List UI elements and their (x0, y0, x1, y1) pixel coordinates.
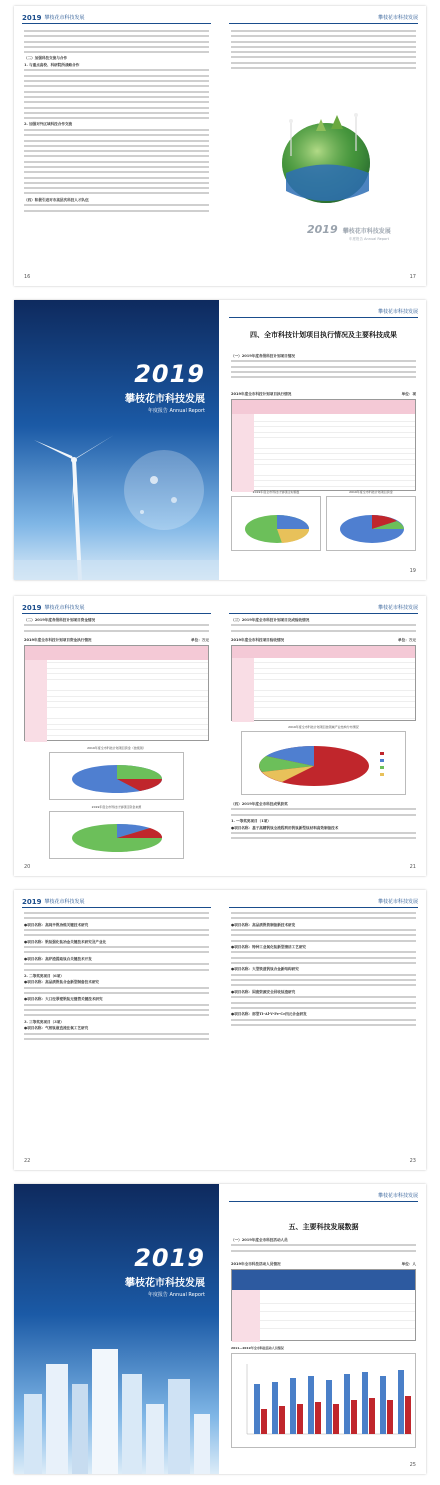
pie-chart-count (231, 496, 321, 551)
page-20 (14, 596, 219, 876)
pie-chart-level (49, 752, 184, 800)
subheading: （一）2019年度各级科技计划项目情况 (231, 354, 295, 358)
page-header (229, 12, 418, 24)
page-number: 22 (24, 1158, 31, 1164)
text-block (231, 360, 416, 378)
page-22 (14, 890, 219, 1170)
text-block (24, 624, 209, 631)
award-item: ●项目名称：钒钛强化钛冶金关键技术研究及产业化 (24, 939, 107, 944)
subheading: 1. 与重点高校、科研院所战略合作 (24, 62, 80, 67)
text-block (24, 929, 209, 936)
header-title: 攀枝花市科技发展 (44, 15, 85, 21)
award-item: ●项目名称：高纯半钒冶炼关键技术研究 (24, 922, 89, 927)
table-unit: 单位：人 (401, 1262, 416, 1266)
table-unit: 单位：万元 (191, 638, 209, 642)
pie-chart-funds-svg (327, 497, 417, 552)
subheading: 1. 一等奖类项目（1项） (231, 819, 271, 824)
page-23-body (231, 912, 416, 1029)
page-21 (221, 596, 426, 876)
award-item: ●项目名称：高品质钒钛合金新型制备技术研究 (24, 980, 100, 985)
subheading: （二）2019年度各级科技计划项目资金情况 (24, 618, 96, 622)
page-21-body-2 (231, 802, 416, 843)
subheading: 2. 二等奖类项目（6项） (24, 973, 64, 978)
cover-title: 攀枝花市科技发展 (125, 1278, 205, 1289)
page-header (22, 12, 211, 24)
text-block (231, 30, 416, 69)
text-block (24, 129, 209, 195)
text-block (231, 808, 416, 815)
cover-subtitle: 年度报告 Annual Report (147, 1292, 205, 1298)
header-year: 2019 (22, 603, 42, 612)
page-16-body (24, 30, 209, 215)
table-caption (231, 392, 416, 397)
page-header (22, 602, 211, 614)
header-year: 2019 (22, 897, 42, 906)
page-17-body (231, 30, 416, 72)
cover-subtitle: 年度报告 Annual Report (147, 408, 205, 414)
header-title: 攀枝花市科技发展 (377, 309, 418, 315)
bar-chart-personnel (231, 1353, 416, 1448)
header-title: 攀枝花市科技发展 (377, 605, 418, 611)
pie-chart-funds (326, 496, 416, 551)
page-number: 21 (409, 864, 416, 870)
page-17 (221, 6, 426, 286)
globe-illustration (261, 101, 391, 211)
text-block (231, 832, 416, 839)
award-item: ●项目名称：气相钛液直流注氧工艺研究 (24, 1026, 89, 1031)
table-title: 2019年度全市科技计划项目执行情况 (231, 392, 292, 396)
text-block (24, 946, 209, 953)
spread-4 (14, 890, 426, 1170)
chart-caption: 2019年度全市科技计划项目实施数 (252, 490, 300, 494)
pie-chart-industry-svg (242, 732, 407, 796)
award-item: ●项目名称：特种工业氧化钛新型清洁工艺研究 (231, 944, 307, 949)
pie-chart-industry (241, 731, 406, 795)
spread-2 (14, 300, 426, 580)
text-block (24, 1004, 209, 1017)
header-year: 2019 (22, 13, 42, 22)
subheading: （一）2019年度全市科技活动人员 (231, 1238, 288, 1242)
table-unit: 单位：项 (401, 392, 416, 396)
page-20-body (24, 618, 209, 635)
pie-chart-source (49, 811, 184, 859)
page-25 (221, 1184, 426, 1474)
award-item: ●项目名称：高品质钒铁制备新技术研发 (231, 922, 296, 927)
award-item: ●项目名称：高炉渣提取钛白关键技术开发 (24, 956, 92, 961)
section-cover-4 (14, 300, 219, 580)
subheading: （四）积极引进对市高层次科技人才队伍 (24, 197, 89, 202)
logo-year: 2019 (307, 223, 338, 236)
page-number: 20 (24, 864, 31, 870)
page-header (229, 896, 418, 908)
city-skyline-illustration (14, 1324, 219, 1474)
award-item: ●项目名称：大型铁道钒钛合金新结构研究 (231, 967, 299, 972)
page-number: 16 (24, 274, 31, 280)
table-caption (231, 1262, 416, 1267)
logo-subtitle: 年度报告 Annual Report (349, 237, 389, 241)
spread-3 (14, 596, 426, 876)
text-block (24, 1033, 209, 1040)
text-block (24, 204, 209, 211)
cover-title-block (125, 1244, 205, 1298)
text-block (231, 951, 416, 964)
page-23 (221, 890, 426, 1170)
logo-title: 攀枝花市科技发展 (342, 228, 391, 235)
pie-chart-source-svg (50, 812, 185, 860)
subheading: （二）加强科技交流与合作 (24, 56, 68, 61)
bar-chart-personnel-svg (232, 1354, 417, 1449)
subheading: 3. 三等奖类项目（3项） (24, 1019, 64, 1024)
page-25-body (231, 1238, 416, 1255)
text-block (24, 912, 209, 919)
section-title: 五、主要科技发展数据 (288, 1222, 359, 1231)
award-item: ●项目名称：固废资源安全回收钛渣研究 (231, 989, 296, 994)
text-block (231, 1019, 416, 1026)
header-title: 攀枝花市科技发展 (44, 605, 85, 611)
text-block (231, 624, 416, 631)
text-block (24, 963, 209, 970)
text-block (231, 1244, 416, 1251)
award-item: ●项目名称：大口径厚壁钒钛无缝管关键技术研究 (24, 997, 103, 1002)
text-block (231, 996, 416, 1009)
page-number: 23 (409, 1158, 416, 1164)
personnel-table (231, 1269, 416, 1341)
text-block (24, 30, 209, 53)
cover-year: 2019 (134, 360, 205, 388)
wind-turbine-illustration (14, 420, 219, 580)
page-number: 17 (409, 274, 416, 280)
page-19 (221, 300, 426, 580)
page-header (229, 602, 418, 614)
pie-chart-level-svg (50, 753, 185, 801)
header-title: 攀枝花市科技发展 (377, 1193, 418, 1199)
table-unit: 单位：万元 (398, 638, 416, 642)
chart-caption: 2011—2019年全市科技活动人员情况 (231, 1346, 284, 1350)
acceptance-table (231, 645, 416, 721)
table-title: 2019年度全市科技项目验收情况 (231, 638, 285, 642)
page-header (229, 1190, 418, 1202)
page-header (229, 306, 418, 318)
chart-caption: 2019年度全市科技计划项目资金 (349, 490, 393, 494)
report-logo (307, 218, 391, 242)
subheading: 2. 加强对外区域科技合作交流 (24, 122, 73, 127)
text-block (231, 929, 416, 942)
table-caption (24, 638, 209, 643)
subheading: （四）2019年度全市科技成果获奖 (231, 802, 288, 806)
cover-title-block (125, 360, 205, 414)
funding-table (24, 645, 209, 741)
header-title: 攀枝花市科技发展 (377, 899, 418, 905)
page-22-body (24, 912, 209, 1043)
table-title: 2019年度全市科技计划项目资金执行情况 (24, 638, 92, 642)
pie-chart-count-svg (232, 497, 322, 552)
chart-caption: 2019年度全市科技计划项目按领域产业结构分布情况 (288, 725, 359, 729)
section-title: 四、全市科技计划项目执行情况及主要科技成果 (250, 330, 397, 339)
text-block (24, 987, 209, 994)
text-block (24, 69, 209, 119)
page-19-body (231, 354, 416, 382)
spread-1 (14, 6, 426, 286)
table-caption (231, 638, 416, 643)
page-16 (14, 6, 219, 286)
page-header (22, 896, 211, 908)
text-block (231, 912, 416, 919)
subheading: （三）2019年度全市科技计划项目完成验收情况 (231, 618, 310, 622)
section-cover-5 (14, 1184, 219, 1474)
header-title: 攀枝花市科技发展 (44, 899, 85, 905)
chart-caption: 2019年度全市科技计划项目资金（按级别） (87, 746, 146, 750)
chart-caption: 2019年度全市科技计划项目资金来源 (91, 805, 142, 809)
header-title: 攀枝花市科技发展 (377, 15, 418, 21)
page-21-body (231, 618, 416, 635)
spread-5 (14, 1184, 426, 1474)
award-item: ●项目名称：基于高精钒钛全流程利用钒钛新型钛材料高效制备技术 (231, 825, 339, 830)
page-number: 19 (409, 568, 416, 574)
page-number: 25 (409, 1462, 416, 1468)
award-item: ●项目名称：部型Ti-Al-V-Fe-Cr四元合金研发 (231, 1012, 307, 1017)
table-title: 2019年全市科技活动人员情况 (231, 1262, 281, 1266)
cover-year: 2019 (134, 1244, 205, 1272)
text-block (231, 974, 416, 987)
project-table (231, 399, 416, 491)
cover-title: 攀枝花市科技发展 (125, 394, 205, 405)
